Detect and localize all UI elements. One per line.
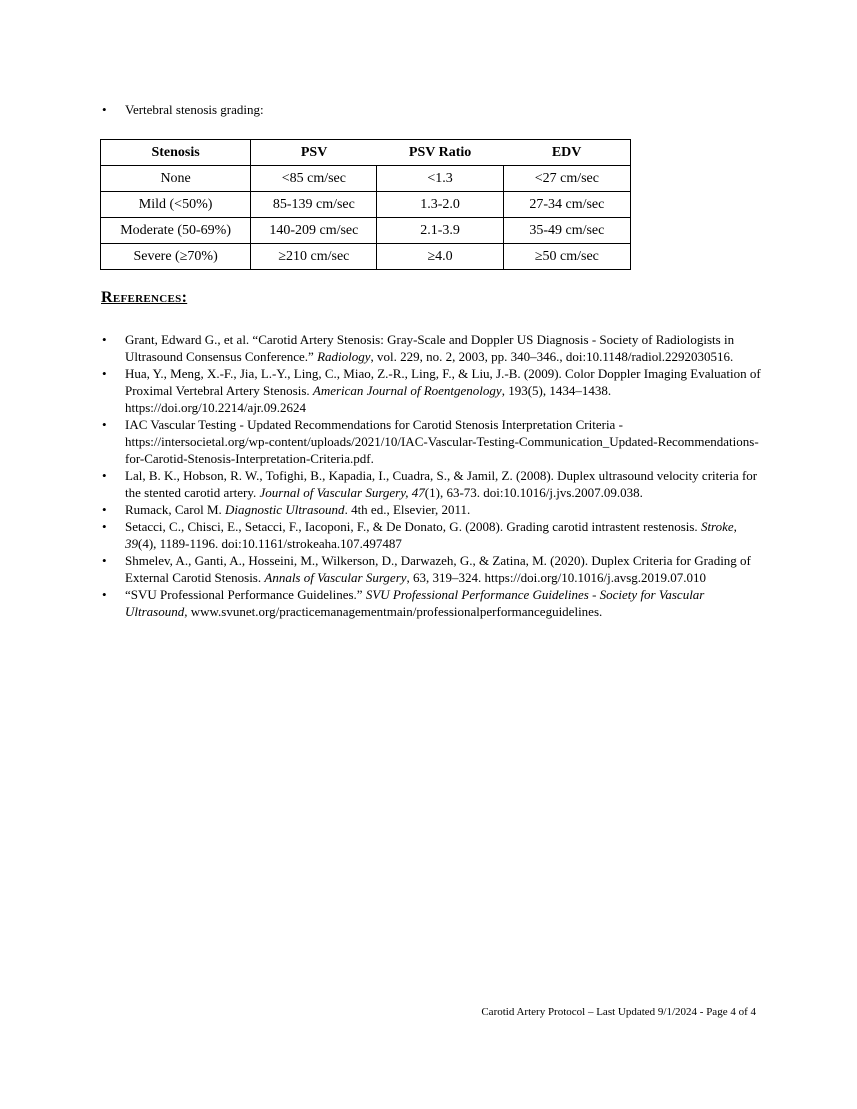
table-cell: 35-49 cm/sec <box>503 218 630 244</box>
list-item: • Rumack, Carol M. Diagnostic Ultrasound. 4th ed., Elsevier, 2011. <box>102 502 471 517</box>
header-psv-ratio: PSV Ratio <box>377 140 503 166</box>
list-item: • Shmelev, A., Ganti, A., Hosseini, M., Wilkerson, D., Darwazeh, G., & Zatina, M. (2020). Duplex Criteria for Grading of External Carotid Stenosis. Annals of Vascular Surgery, 63, 319–324. https://doi.org/10.1016/j.avsg.2019.07.010 <box>102 553 751 585</box>
table-cell: ≥50 cm/sec <box>503 244 630 270</box>
table-cell: <27 cm/sec <box>503 166 630 192</box>
table-cell: 140-209 cm/sec <box>251 218 377 244</box>
table-row <box>101 218 631 244</box>
list-item: • Setacci, C., Chisci, E., Setacci, F., Iacoponi, F., & De Donato, G. (2008). Grading carotid intrastent restenosis. Stroke, 39(4), 1189-1196. doi:10.1161/strokeaha.107.497487 <box>102 519 737 551</box>
table-cell: ≥4.0 <box>377 244 503 270</box>
table-header-row <box>101 140 631 166</box>
table-cell: 85-139 cm/sec <box>251 192 377 218</box>
header-psv: PSV <box>251 140 377 166</box>
table-cell: 27-34 cm/sec <box>503 192 630 218</box>
header-stenosis: Stenosis <box>101 140 251 166</box>
bullet-icon: • <box>102 587 107 602</box>
header-edv: EDV <box>503 140 630 166</box>
table-row <box>101 192 631 218</box>
bullet-icon: • <box>102 102 107 117</box>
bullet-icon: • <box>102 502 107 517</box>
table-cell: <1.3 <box>377 166 503 192</box>
intro-bullet <box>102 102 264 118</box>
bullet-icon: • <box>102 519 107 534</box>
table-row <box>101 244 631 270</box>
list-item: • “SVU Professional Performance Guidelines.” SVU Professional Performance Guidelines - Society for Vascular Ultrasound, www.svunet.org/practicemanagementmain/professionalperformanceguidelines. <box>102 587 705 619</box>
bullet-icon: • <box>102 366 107 381</box>
table-cell: Moderate (50-69%) <box>101 218 251 244</box>
table-row <box>101 166 631 192</box>
table-cell: Severe (≥70%) <box>101 244 251 270</box>
page-footer: Carotid Artery Protocol – Last Updated 9/1/2024 - Page 4 of 4 <box>481 1006 756 1018</box>
vertebral-stenosis-table <box>100 139 631 270</box>
table-cell: 1.3-2.0 <box>377 192 503 218</box>
intro-text: Vertebral stenosis grading: <box>125 102 264 117</box>
table-cell: ≥210 cm/sec <box>251 244 377 270</box>
table-cell: <85 cm/sec <box>251 166 377 192</box>
bullet-icon: • <box>102 468 107 483</box>
table-cell: None <box>101 166 251 192</box>
list-item: • Hua, Y., Meng, X.-F., Jia, L.-Y., Ling, C., Miao, Z.-R., Ling, F., & Liu, J.-B. (2009). Color Doppler Imaging Evaluation of Proximal Vertebral Artery Stenosis. American Journal of Roentgenology, 193(5), 1434–1438. https://doi.org/10.2214/ajr.09.2624 <box>102 366 761 415</box>
list-item: • IAC Vascular Testing - Updated Recommendations for Carotid Stenosis Interpretation Criteria - https://intersocietal.org/wp-content/uploads/2021/10/IAC-Vascular-Testing-Communication_Updated-Recommendations-for-Carotid-Stenosis-Interpretation-Criteria.pdf. <box>102 417 759 466</box>
references-list <box>102 331 762 620</box>
bullet-icon: • <box>102 553 107 568</box>
table-cell: 2.1-3.9 <box>377 218 503 244</box>
bullet-icon: • <box>102 417 107 432</box>
references-heading: References: <box>101 289 188 306</box>
list-item: • Lal, B. K., Hobson, R. W., Tofighi, B., Kapadia, I., Cuadra, S., & Jamil, Z. (2008). Duplex ultrasound velocity criteria for the stented carotid artery. Journal of Vascular Surgery, 47(1), 63-73. doi:10.1016/j.jvs.2007.09.038. <box>102 468 758 500</box>
table-cell: Mild (<50%) <box>101 192 251 218</box>
list-item: • Grant, Edward G., et al. “Carotid Artery Stenosis: Gray-Scale and Doppler US Diagnosis - Society of Radiologists in Ultrasound Consensus Conference.” Radiology, vol. 229, no. 2, 2003, pp. 340–346., doi:10.1148/radiol.2292030516. <box>102 332 735 364</box>
bullet-icon: • <box>102 332 107 347</box>
